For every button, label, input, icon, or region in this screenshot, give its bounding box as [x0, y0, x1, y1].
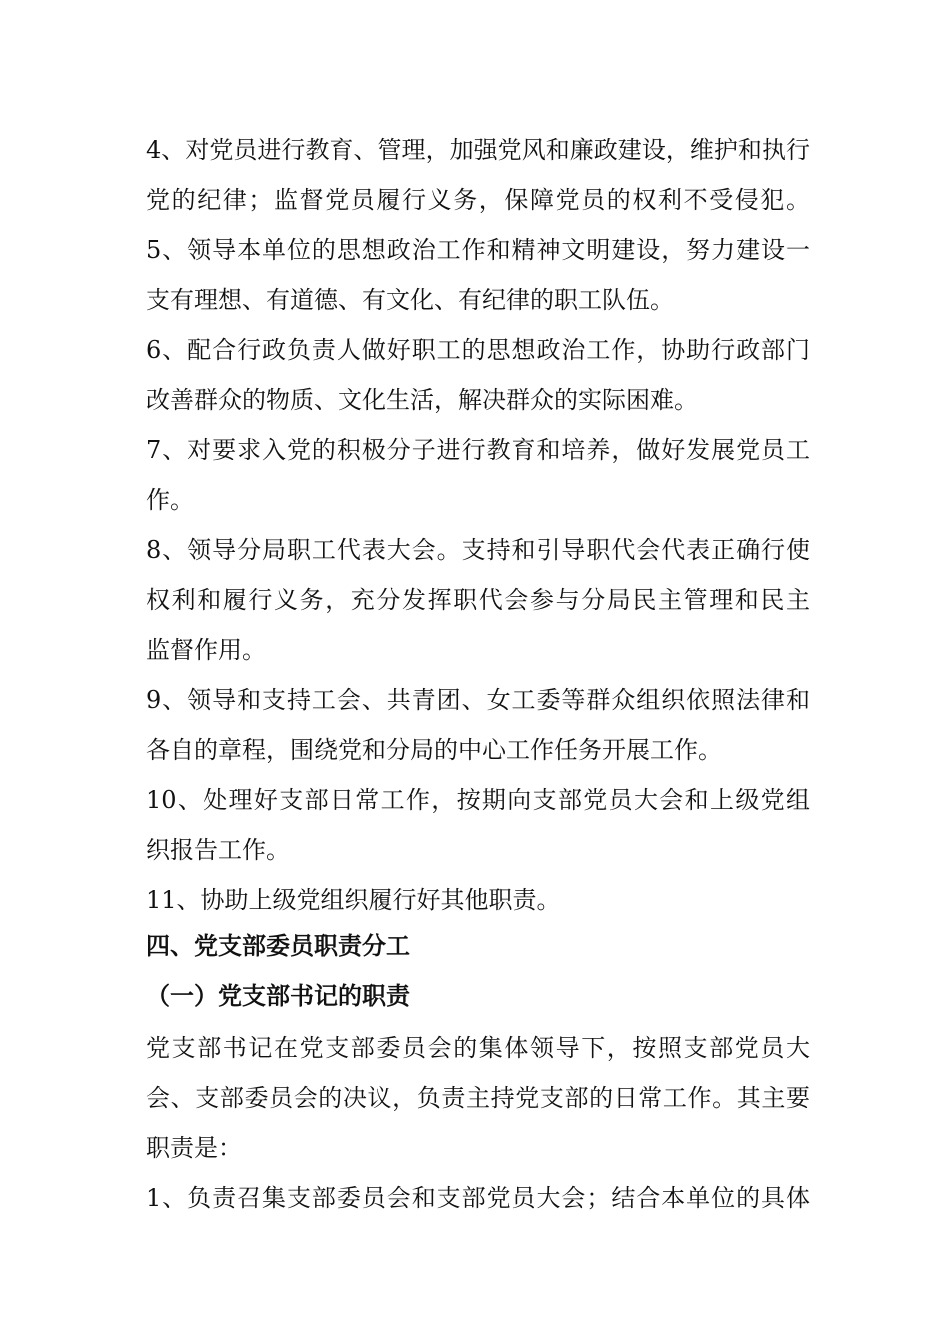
paragraph-line: 监督作用。 — [146, 636, 266, 664]
paragraph-line: 织报告工作。 — [146, 836, 290, 864]
paragraph-line: 9、领导和支持工会、共青团、女工委等群众组织依照法律和 — [146, 686, 810, 714]
paragraph-line: 会、支部委员会的决议，负责主持党支部的日常工作。其主要 — [146, 1084, 810, 1112]
subsection-heading: （一）党支部书记的职责 — [146, 982, 410, 1010]
paragraph-line: 10、处理好支部日常工作，按期向支部党员大会和上级党组 — [146, 786, 810, 814]
paragraph-line: 7、对要求入党的积极分子进行教育和培养，做好发展党员工 — [146, 436, 810, 464]
paragraph-line: 党支部书记在党支部委员会的集体领导下，按照支部党员大 — [146, 1034, 810, 1062]
paragraph-line: 作。 — [146, 486, 194, 514]
paragraph-line: 1、负责召集支部委员会和支部党员大会；结合本单位的具体 — [146, 1184, 810, 1212]
paragraph-line: 党的纪律；监督党员履行义务，保障党员的权利不受侵犯。 — [146, 186, 810, 214]
paragraph-line: 改善群众的物质、文化生活，解决群众的实际困难。 — [146, 386, 698, 414]
paragraph-line: 6、配合行政负责人做好职工的思想政治工作，协助行政部门 — [146, 336, 810, 364]
paragraph-line: 8、领导分局职工代表大会。支持和引导职代会代表正确行使 — [146, 536, 810, 564]
paragraph-line: 5、领导本单位的思想政治工作和精神文明建设，努力建设一 — [146, 236, 810, 264]
paragraph-line: 4、对党员进行教育、管理，加强党风和廉政建设，维护和执行 — [146, 136, 810, 164]
paragraph-line: 11、协助上级党组织履行好其他职责。 — [146, 886, 561, 914]
paragraph-line: 支有理想、有道德、有文化、有纪律的职工队伍。 — [146, 286, 674, 314]
paragraph-line: 职责是： — [146, 1134, 242, 1162]
paragraph-line: 各自的章程，围绕党和分局的中心工作任务开展工作。 — [146, 736, 722, 764]
paragraph-line: 权利和履行义务，充分发挥职代会参与分局民主管理和民主 — [146, 586, 810, 614]
section-heading: 四、党支部委员职责分工 — [146, 932, 410, 960]
